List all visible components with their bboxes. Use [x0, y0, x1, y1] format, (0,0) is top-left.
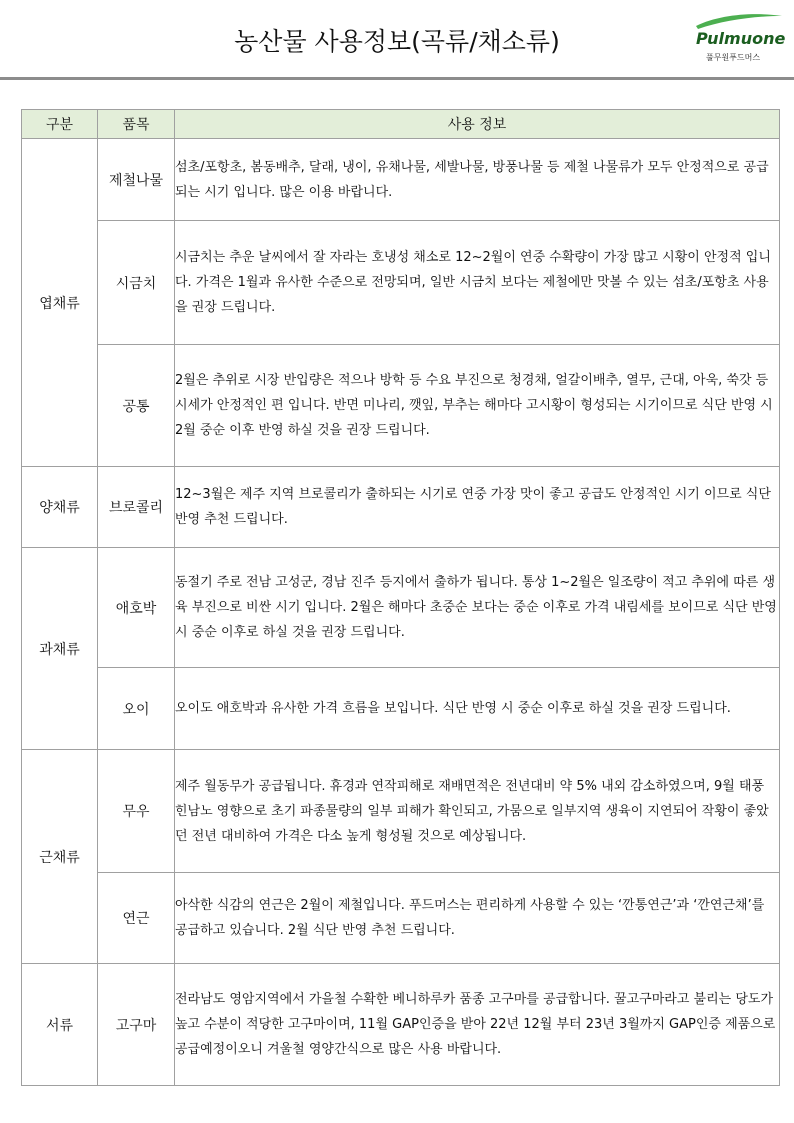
- item-cell: 오이: [98, 668, 175, 750]
- item-cell: 제철나물: [98, 139, 175, 221]
- table-row: [22, 668, 780, 750]
- column-header-category: 구분: [22, 110, 98, 139]
- item-cell: 고구마: [98, 964, 175, 1086]
- table-row: [22, 221, 780, 345]
- table-row: [22, 548, 780, 668]
- table-row: [22, 467, 780, 548]
- table-row: [22, 964, 780, 1086]
- item-cell: 시금치: [98, 221, 175, 345]
- category-cell: 근채류: [22, 750, 98, 964]
- produce-info-table: [21, 109, 780, 1086]
- info-cell: 2월은 추위로 시장 반입량은 적으나 방학 등 수요 부진으로 청경채, 얼갈이배추, 열무, 근대, 아욱, 쑥갓 등 시세가 안정적인 편 입니다. 반면 미나리, 깻잎, 부추는 해마다 고시황이 형성되는 시기이므로 식단 반영 시 2월 중순 이후 반영 하실 것을 권장 드립니다.: [175, 345, 780, 467]
- category-cell: 엽채류: [22, 139, 98, 467]
- table-header-row: [22, 110, 780, 139]
- table-row: [22, 873, 780, 964]
- table-row: [22, 139, 780, 221]
- info-cell: 아삭한 식감의 연근은 2월이 제철입니다. 푸드머스는 편리하게 사용할 수 있는 ‘깐통연근’과 ‘깐연근채’를 공급하고 있습니다. 2월 식단 반영 추천 드립니다.: [175, 873, 780, 964]
- info-cell: 섬초/포항초, 봄동배추, 달래, 냉이, 유채나물, 세발나물, 방풍나물 등 제철 나물류가 모두 안정적으로 공급되는 시기 입니다. 많은 이용 바랍니다.: [175, 139, 780, 221]
- column-header-item: 품목: [98, 110, 175, 139]
- category-cell: 양채류: [22, 467, 98, 548]
- item-cell: 애호박: [98, 548, 175, 668]
- table-row: [22, 750, 780, 873]
- info-cell: 전라남도 영암지역에서 가을철 수확한 베니하루카 품종 고구마를 공급합니다. 꿀고구마라고 불리는 당도가 높고 수분이 적당한 고구마이며, 11월 GAP인증을 받아 22년 12월 부터 23년 3월까지 GAP인증 제품으로 공급예정이오니 겨울철 영양간식으로 많은 사용 바랍니다.: [175, 964, 780, 1086]
- column-header-info: 사용 정보: [175, 110, 780, 139]
- item-cell: 무우: [98, 750, 175, 873]
- info-cell: 시금치는 추운 날씨에서 잘 자라는 호냉성 채소로 12~2월이 연중 수확량이 가장 많고 시황이 안정적 입니다. 가격은 1월과 유사한 수준으로 전망되며, 일반 시금치 보다는 제철에만 맛볼 수 있는 섬초/포항초 사용을 권장 드립니다.: [175, 221, 780, 345]
- info-cell: 오이도 애호박과 유사한 가격 흐름을 보입니다. 식단 반영 시 중순 이후로 하실 것을 권장 드립니다.: [175, 668, 780, 750]
- info-cell: 동절기 주로 전남 고성군, 경남 진주 등지에서 출하가 됩니다. 통상 1~2월은 일조량이 적고 추위에 따른 생육 부진으로 비싼 시기 입니다. 2월은 해마다 초중순 보다는 중순 이후로 가격 내림세를 보이므로 식단 반영 시 중순 이후로 하실 것을 권장 드립니다.: [175, 548, 780, 668]
- logo-name: Pulmuone: [696, 29, 786, 48]
- header-divider: [0, 77, 794, 80]
- table-row: [22, 345, 780, 467]
- category-cell: 과채류: [22, 548, 98, 750]
- page-title: 농산물 사용정보(곡류/채소류): [234, 27, 560, 56]
- item-cell: 브로콜리: [98, 467, 175, 548]
- item-cell: 연근: [98, 873, 175, 964]
- item-cell: 공통: [98, 345, 175, 467]
- logo-subtitle: 풀무원푸드머스: [706, 53, 761, 62]
- category-cell: 서류: [22, 964, 98, 1086]
- company-logo: [690, 10, 786, 66]
- info-cell: 제주 월동무가 공급됩니다. 휴경과 연작피해로 재배면적은 전년대비 약 5% 내외 감소하였으며, 9월 태풍 힌남노 영향으로 초기 파종물량의 일부 피해가 확인되고, 가뭄으로 일부지역 생육이 지연되어 작황이 좋았던 전년 대비하여 가격은 다소 높게 형성될 것으로 예상됩니다.: [175, 750, 780, 873]
- info-cell: 12~3월은 제주 지역 브로콜리가 출하되는 시기로 연중 가장 맛이 좋고 공급도 안정적인 시기 이므로 식단 반영 추천 드립니다.: [175, 467, 780, 548]
